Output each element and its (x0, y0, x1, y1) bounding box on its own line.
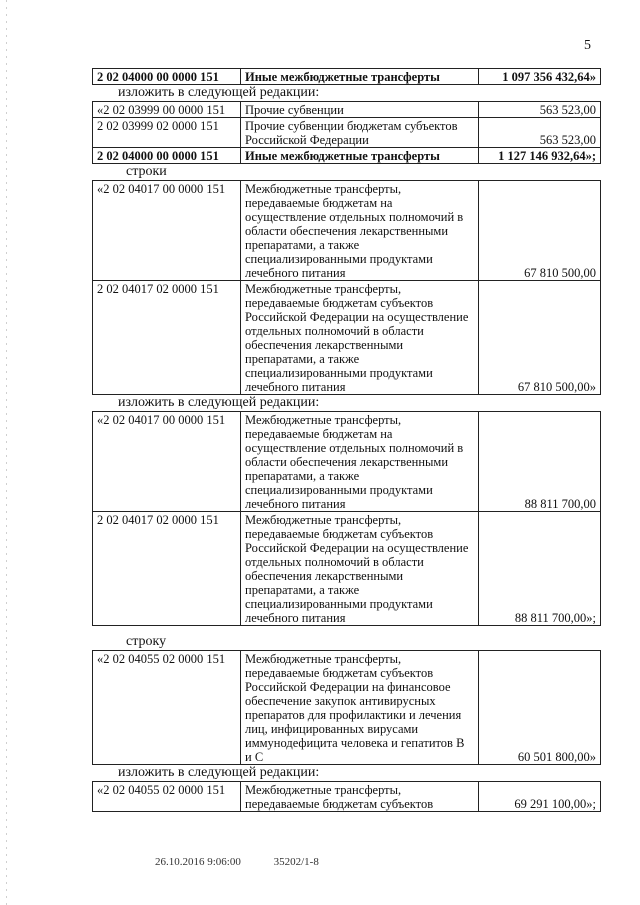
description-cell: Межбюджетные трансферты, передаваемые бюджетам субъектов Российской Федерации на осуществление отдельных полномочий в области обеспечения лекарственными препаратами, а также специализированными продуктами лечебного питания (241, 281, 479, 395)
budget-table (92, 68, 601, 85)
description-cell: Иные межбюджетные трансферты (241, 69, 479, 85)
table-row (93, 651, 601, 765)
section-caption: изложить в следующей редакции: (118, 765, 320, 780)
table-row (93, 412, 601, 512)
budget-code-cell: 2 02 03999 02 0000 151 (93, 118, 241, 148)
amount-cell: 67 810 500,00 (479, 181, 601, 281)
description-cell: Межбюджетные трансферты, передаваемые бюджетам на осуществление отдельных полномочий в области обеспечения лекарственными препаратами, а также специализированными продуктами лечебного питания (241, 181, 479, 281)
footer-doc-id: 35202/1-8 (273, 856, 319, 868)
budget-code-cell: «2 02 04017 00 0000 151 (93, 412, 241, 512)
scan-edge-artifact (6, 0, 7, 905)
amount-cell: 88 811 700,00 (479, 412, 601, 512)
budget-code-cell: 2 02 04017 02 0000 151 (93, 512, 241, 626)
amount-cell: 69 291 100,00»; (479, 782, 601, 812)
budget-code-cell: «2 02 04055 02 0000 151 (93, 651, 241, 765)
budget-code-cell: «2 02 04055 02 0000 151 (93, 782, 241, 812)
budget-code-cell: «2 02 03999 00 0000 151 (93, 102, 241, 118)
description-cell: Прочие субвенции (241, 102, 479, 118)
budget-code-cell: «2 02 04017 00 0000 151 (93, 181, 241, 281)
amount-cell: 1 097 356 432,64» (479, 69, 601, 85)
budget-table (92, 180, 601, 395)
description-cell: Межбюджетные трансферты, передаваемые бюджетам на осуществление отдельных полномочий в области обеспечения лекарственными препаратами, а также специализированными продуктами лечебного питания (241, 412, 479, 512)
section-caption: изложить в следующей редакции: (118, 395, 320, 410)
table-row (93, 512, 601, 626)
amount-cell: 563 523,00 (479, 102, 601, 118)
amount-cell: 1 127 146 932,64»; (479, 148, 601, 164)
budget-code-cell: 2 02 04017 02 0000 151 (93, 281, 241, 395)
description-cell: Прочие субвенции бюджетам субъектов Российской Федерации (241, 118, 479, 148)
spacer (92, 626, 600, 634)
amount-cell: 88 811 700,00»; (479, 512, 601, 626)
description-cell: Межбюджетные трансферты, передаваемые бюджетам субъектов Российской Федерации на осуществление отдельных полномочий в области обеспечения лекарственными препаратами, а также специализированными продуктами лечебного питания (241, 512, 479, 626)
amount-cell: 563 523,00 (479, 118, 601, 148)
budget-table (92, 411, 601, 626)
table-row (93, 69, 601, 85)
budget-code-cell: 2 02 04000 00 0000 151 (93, 148, 241, 164)
table-row (93, 148, 601, 164)
budget-code-cell: 2 02 04000 00 0000 151 (93, 69, 241, 85)
section-caption: строки (126, 164, 167, 179)
table-row (93, 181, 601, 281)
section-caption: изложить в следующей редакции: (118, 85, 320, 100)
budget-table (92, 101, 601, 164)
section-caption: строку (126, 634, 167, 649)
description-cell: Межбюджетные трансферты, передаваемые бюджетам субъектов Российской Федерации на финансовое обеспечение закупок антивирусных препаратов для профилактики и лечения лиц, инфицированных вирусами иммунодефицита человека и гепатитов В и С (241, 651, 479, 765)
footer-datetime: 26.10.2016 9:06:00 (155, 856, 241, 868)
table-row (93, 102, 601, 118)
budget-table (92, 650, 601, 765)
footer (155, 856, 349, 868)
table-row (93, 281, 601, 395)
description-cell: Иные межбюджетные трансферты (241, 148, 479, 164)
page-number: 5 (584, 38, 591, 53)
description-cell: Межбюджетные трансферты, передаваемые бюджетам субъектов (241, 782, 479, 812)
budget-table (92, 781, 601, 812)
table-row (93, 118, 601, 148)
document-body (92, 68, 600, 812)
amount-cell: 60 501 800,00» (479, 651, 601, 765)
amount-cell: 67 810 500,00» (479, 281, 601, 395)
table-row (93, 782, 601, 812)
